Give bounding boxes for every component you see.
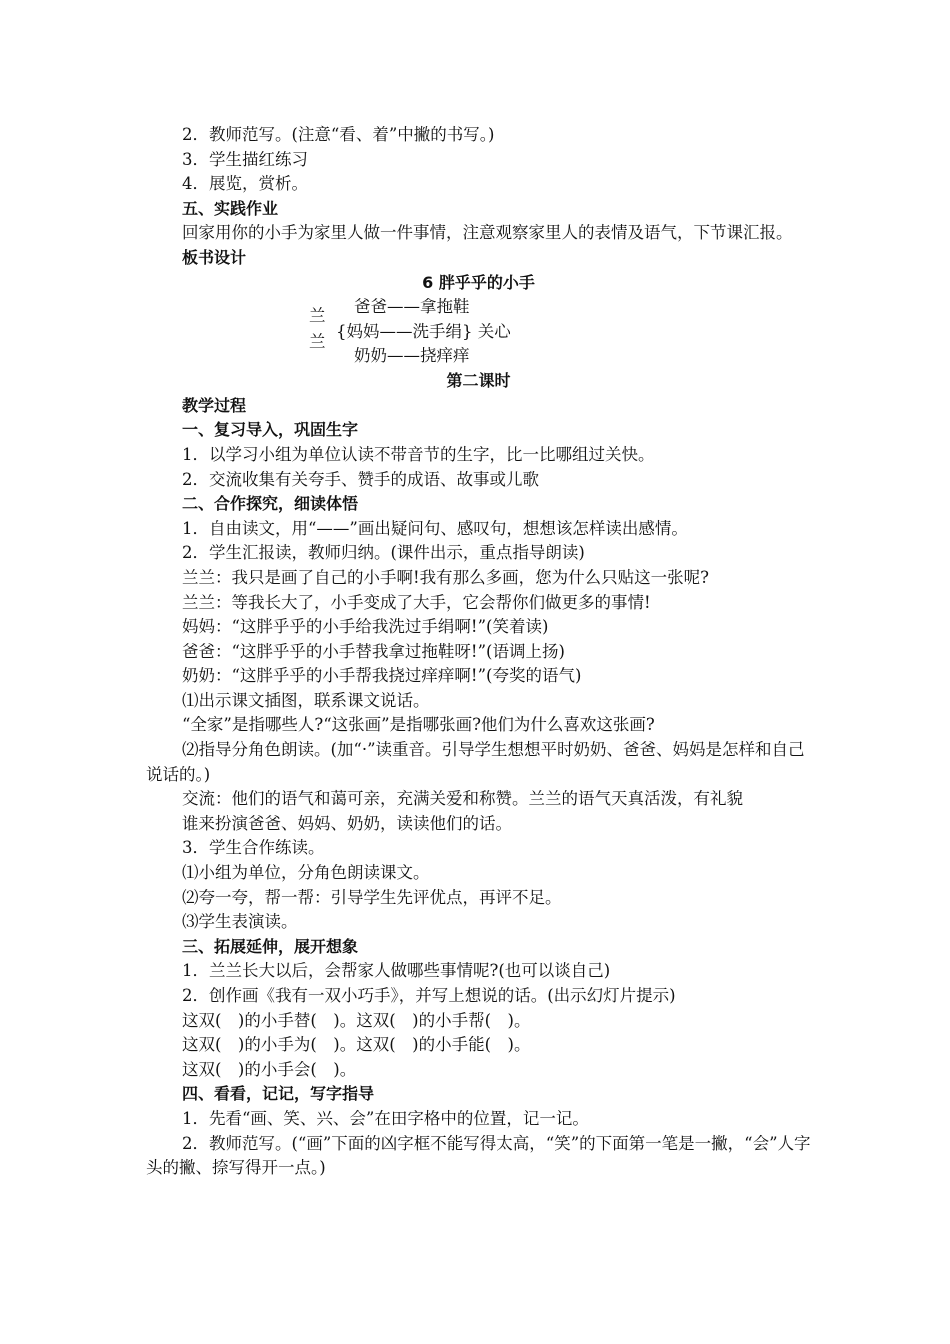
- document-page: [146, 123, 811, 1181]
- low-section: [146, 787, 811, 1131]
- text-line: ⑴出示课文插图，联系课文说话。: [182, 690, 430, 710]
- text-line: 奶奶：“这胖乎乎的小手帮我挠过痒痒啊!”(夸奖的语气): [182, 666, 582, 686]
- board-diagram: [146, 295, 811, 369]
- text-line: 妈妈：“这胖乎乎的小手给我洗过手绢啊!”(笑着读): [182, 617, 549, 637]
- text-line: 这双( )的小手会( )。: [182, 1059, 357, 1079]
- text-line: 3．学生描红练习: [182, 149, 308, 169]
- homework-paragraph: 回家用你的小手为家里人做一件事情，注意观察家里人的表情及语气，下节课汇报。: [182, 223, 793, 243]
- text-line: 2．交流收集有关夸手、赞手的成语、故事或儿歌: [182, 469, 539, 489]
- text-line: 4．展览，赏析。: [182, 174, 308, 194]
- text-line: 爸爸：“这胖乎乎的小手替我拿过拖鞋呀!”(语调上扬): [182, 641, 565, 661]
- text-line: 2．教师范写。(注意“看、着”中撇的书写。): [182, 125, 495, 144]
- lesson2-title: 第二课时: [446, 371, 511, 391]
- section-heading: 三、拓展延伸，展开想象: [182, 936, 359, 956]
- board-row-1: 爸爸——拿拖鞋: [354, 297, 470, 317]
- board-heading: 板书设计: [182, 247, 247, 267]
- section-heading: 教学过程: [182, 395, 247, 415]
- text-line: “全家”是指哪些人?“这张画”是指哪张画?他们为什么喜欢这张画?: [182, 715, 655, 735]
- text-line: 谁来扮演爸爸、妈妈、奶奶，读读他们的话。: [182, 813, 512, 833]
- text-line: 交流：他们的语气和蔼可亲，充满关爱和称赞。兰兰的语气天真活泼，有礼貌: [182, 789, 743, 809]
- section-heading: 二、合作探究，细读体悟: [182, 494, 359, 514]
- board-title: 6 胖乎乎的小手: [422, 272, 535, 292]
- text-line: 1．兰兰长大以后，会帮家人做哪些事情呢?(也可以谈自己): [182, 961, 611, 981]
- board-left-label: 兰兰: [309, 306, 326, 352]
- section-heading: 四、看看，记记，写字指导: [182, 1084, 375, 1104]
- text-line: 1．先看“画、笑、兴、会”在田字格中的位置，记一记。: [182, 1108, 589, 1128]
- text-line: ⑴小组为单位，分角色朗读课文。: [182, 863, 430, 883]
- text-line: 兰兰：等我长大了，小手变成了大手，它会帮你们做更多的事情!: [182, 592, 651, 612]
- text-line: 1．自由读文，用“——”画出疑问句、感叹句，想想该怎样读出感情。: [182, 518, 688, 538]
- text-line: 2．创作画《我有一双小巧手》，并写上想说的话。(出示幻灯片提示): [182, 986, 676, 1005]
- mid-section: [146, 394, 811, 738]
- text-line: 兰兰：我只是画了自己的小手啊!我有那么多画，您为什么只贴这一张呢?: [182, 567, 709, 587]
- text-line: 这双( )的小手替( )。这双( )的小手帮( )。: [182, 1010, 531, 1030]
- text-line: 这双( )的小手为( )。这双( )的小手能( )。: [182, 1035, 531, 1055]
- board-row-3: 奶奶——挠痒痒: [354, 346, 470, 366]
- text-line: ⑵夸一夸，帮一帮：引导学生先评优点，再评不足。: [182, 887, 562, 907]
- text-line: 1．以学习小组为单位认读不带音节的生字，比一比哪组过关快。: [182, 444, 655, 464]
- text-line: 3．学生合作练读。: [182, 838, 325, 858]
- board-row-2: {妈妈——洗手绢} 关心: [336, 321, 511, 341]
- section-heading: 五、实践作业: [182, 198, 279, 218]
- text-line: ⑶学生表演读。: [182, 912, 298, 932]
- paragraph-writing-demo: 2．教师范写。(“画”下面的凶字框不能写得太高，“笑”的下面第一笔是一撇，“会”人字头的撇、捺写得开一点。): [146, 1133, 811, 1178]
- text-line: 2．学生汇报读，教师归纳。(课件出示，重点指导朗读): [182, 543, 585, 563]
- paragraph-role-reading: ⑵指导分角色朗读。(加“·”读重音。引导学生想想平时奶奶、爸爸、妈妈是怎样和自己说话的。): [146, 740, 805, 784]
- section-heading: 一、复习导入，巩固生字: [182, 420, 359, 440]
- top-section: [146, 123, 811, 221]
